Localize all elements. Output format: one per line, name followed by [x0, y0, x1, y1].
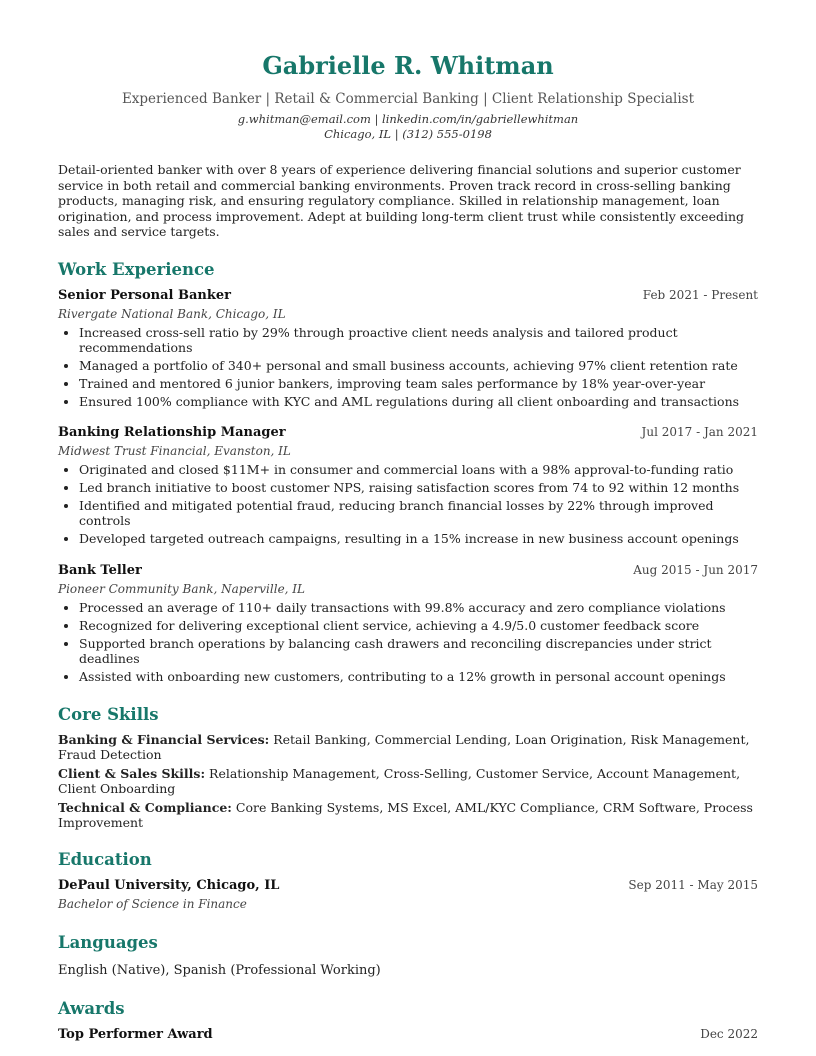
section-title-awards: Awards [58, 998, 125, 1018]
skills-list [58, 732, 758, 830]
section-title-education: Education [58, 849, 152, 869]
job-bullets [58, 325, 758, 410]
skill-label: Technical & Compliance: [58, 799, 232, 815]
education-entry [58, 877, 758, 913]
job-title: Banking Relationship Manager [58, 425, 286, 441]
bullet-item: • Increased cross-sell ratio by 29% through proactive client needs analysis and tailored product recommendations [79, 325, 758, 356]
skill-label: Client & Sales Skills: [58, 765, 206, 781]
resume-page [58, 50, 758, 1043]
skill-line [58, 732, 758, 762]
job-date: Aug 2015 - Jun 2017 [633, 562, 758, 577]
job-entry [58, 424, 758, 547]
contact-location-phone: Chicago, IL | (312) 555-0198 [324, 127, 492, 141]
bullet-item: • Managed a portfolio of 340+ personal and small business accounts, achieving 97% client retention rate [79, 358, 758, 374]
bullet-item: • Originated and closed $11M+ in consumer and commercial loans with a 98% approval-to-funding ratio [79, 462, 758, 478]
job-date: Jul 2017 - Jan 2021 [641, 425, 758, 440]
candidate-name: Gabrielle R. Whitman [262, 51, 554, 80]
job-organization: Rivergate National Bank, Chicago, IL [58, 306, 286, 321]
bullet-item: • Developed targeted outreach campaigns, resulting in a 15% increase in new business account openings [79, 531, 758, 547]
award-name: Top Performer Award [58, 1026, 213, 1042]
job-date: Feb 2021 - Present [642, 287, 758, 302]
award-date: Dec 2022 [700, 1026, 758, 1041]
skill-line [58, 766, 758, 796]
bullet-item: • Identified and mitigated potential fraud, reducing branch financial losses by 22% through improved controls [79, 498, 758, 529]
section-title-languages: Languages [58, 932, 158, 952]
bullet-item: • Led branch initiative to boost customer NPS, raising satisfaction scores from 74 to 92 within 12 months [79, 480, 758, 496]
resume-header [58, 50, 758, 142]
skill-line [58, 800, 758, 830]
job-bullets [58, 462, 758, 547]
languages-text: English (Native), Spanish (Professional Working) [58, 962, 381, 978]
bullet-item: • Assisted with onboarding new customers, contributing to a 12% growth in personal account openings [79, 669, 758, 685]
bullet-item: • Processed an average of 110+ daily transactions with 99.8% accuracy and zero compliance violations [79, 600, 758, 616]
skill-values: Core Banking Systems, MS Excel, AML/KYC Compliance, CRM Software, Process Improvement [58, 799, 753, 830]
award-entry [58, 1026, 758, 1043]
degree: Bachelor of Science in Finance [58, 896, 247, 911]
section-title-work-experience: Work Experience [58, 259, 215, 279]
job-entry [58, 287, 758, 410]
bullet-item: • Trained and mentored 6 junior bankers, improving team sales performance by 18% year-over-year [79, 376, 758, 392]
bullet-item: • Supported branch operations by balancing cash drawers and reconciling discrepancies under strict deadlines [79, 636, 758, 667]
skill-label: Banking & Financial Services: [58, 731, 270, 747]
bullet-item: • Recognized for delivering exceptional client service, achieving a 4.9/5.0 customer feedback score [79, 618, 758, 634]
job-title: Senior Personal Banker [58, 287, 231, 303]
professional-summary: Detail-oriented banker with over 8 years of experience delivering financial solutions and superior customer service in both retail and commercial banking environments. Proven track record in cross-selling banking products, managing risk, and ensuring regulatory compliance. Skilled in relationship management, loan origination, and process improvement. Adept at building long-term client trust while consistently exceeding sales and service targets. [58, 162, 745, 239]
job-organization: Midwest Trust Financial, Evanston, IL [58, 444, 291, 459]
skill-values: Retail Banking, Commercial Lending, Loan Origination, Risk Management, Fraud Detection [58, 731, 750, 762]
school-name: DePaul University, Chicago, IL [58, 877, 280, 893]
skill-values: Relationship Management, Cross-Selling, Customer Service, Account Management, Client Onboarding [58, 765, 741, 796]
job-title: Bank Teller [58, 562, 142, 578]
bullet-item: • Ensured 100% compliance with KYC and AML regulations during all client onboarding and transactions [79, 394, 758, 410]
section-title-core-skills: Core Skills [58, 704, 159, 724]
contact-email-linkedin: g.whitman@email.com | linkedin.com/in/gabriellewhitman [237, 112, 579, 126]
job-entry [58, 562, 758, 685]
job-bullets [58, 600, 758, 685]
education-date: Sep 2011 - May 2015 [628, 877, 758, 892]
job-organization: Pioneer Community Bank, Naperville, IL [58, 581, 306, 596]
headline: Experienced Banker | Retail & Commercial Banking | Client Relationship Specialist [121, 91, 695, 107]
